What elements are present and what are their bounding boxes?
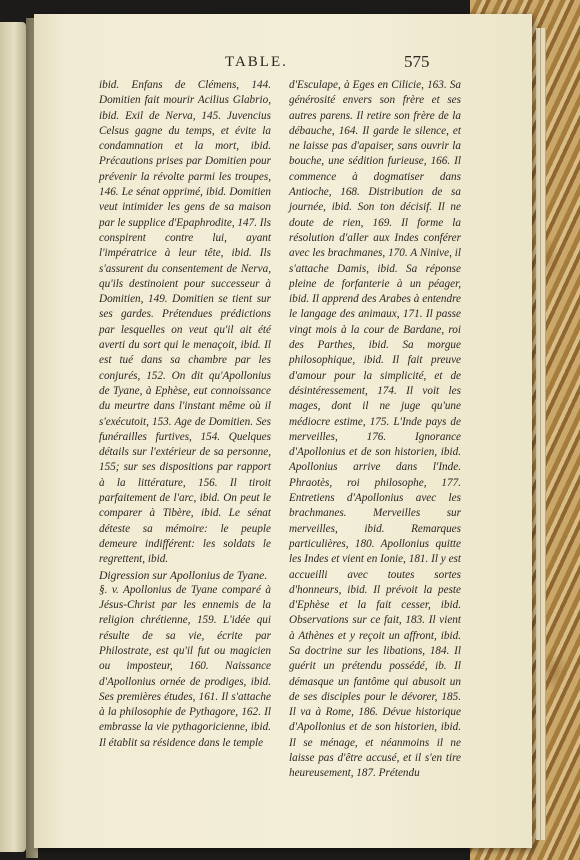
page-edge — [541, 28, 546, 840]
left-paragraph-1: ibid. Enfans de Clémens, 144. Domitien fait mourir Acilius Glabrio, ibid. Exil de Nerva, 145. Juvencius Celsus gagne du temps, et évite la condamnation et la mort, ibid. Précautions prises par Domitien pour prévenir la révolte parmi les troupes, 146. Le sénat opprimé, ibid. Domitien veut intimider les gens de sa maison par le supplice d'Epaphrodite, 147. Ils conspirent contre lui, ayant l'impératrice à leur tête, ibid. Ils s'assurent du consentement de Nerva, qu'ils destinoient pour successeur à Domitien, 149. Domitien se tient sur ses gardes. Prétendues prédictions par lesquelles on veut qu'il ait été averti du sort qui le menaçoit, ibid. Il est tué dans sa chambre par les conjurés, 152. On dit qu'Apollonius de Tyane, à Ephèse, eut connoissance du meurtre dans l'instant même où il s'exécutoit, 153. Age de Domitien. Ses funérailles furtives, 154. Quelques détails sur l'extérieur de sa personne, 155; sur ses dispositions par rapport à la littérature, 156. Il tiroit parfaitement de l'arc, ibid. On peut le comparer à Tibère, ibid. Le sénat déteste sa mémoire: le peuple demeure indifférent: les soldats le regrettent, ibid. — [99, 79, 271, 566]
page-number: 575 — [404, 52, 430, 71]
left-column — [99, 78, 271, 751]
left-page-edge — [0, 22, 26, 852]
book-page — [34, 14, 532, 848]
right-column — [289, 78, 461, 782]
section-subheading: Digression sur Apollonius de Tyane. — [99, 568, 268, 582]
running-header: TABLE. — [225, 54, 288, 70]
left-paragraph-2: §. v. Apollonius de Tyane comparé à Jésus-Christ par les ennemis de la religion chrétienne, 159. L'idée qui résulte de sa vie, écrite par Philostrate, est qu'il fut ou magicien ou imposteur, 160. Naissance d'Apollonius ornée de prodiges, ibid. Ses premières études, 161. Il s'attache à la philosophie de Pythagore, 162. Il embrasse la vie pythagoricienne, ibid. Il établit sa résidence dans le temple — [99, 583, 271, 749]
right-paragraph-1: d'Esculape, à Eges en Cilicie, 163. Sa générosité envers son frère et ses autres parens. Il retire son frère de la débauche, 164. Il garde le silence, et ne laisse pas d'apaiser, sans ouvrir la bouche, une sédition furieuse, 166. Il commence à dogmatiser dans Antioche, 168. Distribution de sa journée, ibid. Son ton décisif. Il ne doute de rien, 169. Il forme la résolution d'aller aux Indes conférer avec les brachmanes, 170. A Ninive, il s'attache Damis, ibid. Sa réponse pleine de forfanterie à un péager, ibid. Il apprend des Arabes à entendre le langage des animaux, 171. Il passe vingt mois à la cour de Bardane, roi des Parthes, ibid. Sa morgue philosophique, ibid. Il fait preuve d'amour pour la simplicité, et de désintéressement, 174. Il voit les mages, dont il ne juge qu'une médiocre estime, 175. L'Inde pays de merveilles, 176. Ignorance d'Apollonius et de son historien, ibid. Apollonius arrive dans l'Inde. Phraotès, roi philosophe, 177. Entretiens d'Apollonius avec les brachmanes. Merveilles sur merveilles, ibid. Remarques particulières, 180. Apollonius quitte les Indes et vient en Ionie, 181. Il y est accueilli avec toutes sortes d'honneurs, ibid. Il prévoit la peste d'Ephèse et la fait cesser, ibid. Observations sur ce fait, 183. Il vient à Athènes et y reçoit un affront, ibid. Sa doctrine sur les libations, 184. Il guérit un prétendu possédé, ib. Il démasque un fantôme qui abusoit un de ses disciples pour le dévorer, 185. Il va à Rome, 186. Dévue historique d'Apollonius et de son historien, ibid. Il se ménage, et néanmoins il ne laisse pas d'être accusé, et il s'en tire heureusement, 187. Prétendu — [289, 79, 461, 780]
